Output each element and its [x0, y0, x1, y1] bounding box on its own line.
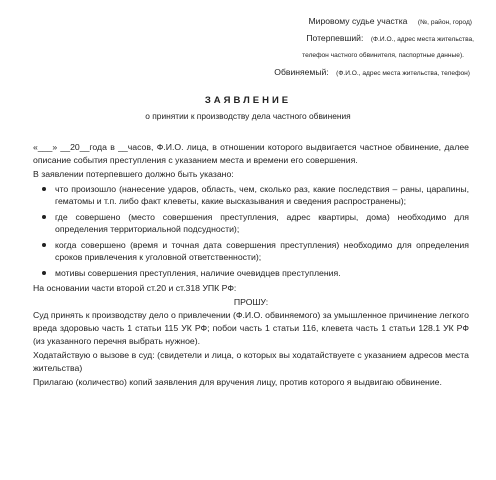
- list-item: [33, 267, 469, 280]
- document-body: [33, 141, 469, 389]
- list-item-text: где совершено (место совершения преступления, адрес квартиры, дома) необходимо для определения территориальной подсудности);: [55, 211, 469, 235]
- judge-hint: (№, район, город): [417, 19, 472, 26]
- list-item-text: когда совершено (время и точная дата совершения преступления) необходимо для определения сроков привлечения к уголовной ответственности);: [55, 239, 469, 263]
- list-item-text: что произошло (нанесение ударов, область, чем, сколько раз, какие последствия – раны, царапины, гематомы и т.п. либо факт клеветы, какие высказывания и сведения распространены);: [55, 183, 469, 207]
- legal-basis: На основании части второй ст.20 и ст.318 УПК РФ:: [33, 283, 237, 294]
- document-title: ЗАЯВЛЕНИЕ: [204, 95, 292, 106]
- bullet-icon: [42, 215, 46, 219]
- victim-label: Потерпевший:: [306, 33, 364, 43]
- petition-paragraph: Ходатайствую о вызове в суд: (свидетели и лица, о которых вы ходатайствуете с указанием адресов места жительства): [33, 350, 469, 373]
- victim-line-2: [302, 44, 464, 62]
- judge-label: Мировому судье участка: [308, 16, 408, 26]
- bullet-icon: [42, 271, 46, 275]
- accused-line: [274, 62, 470, 80]
- requirements-list: [33, 183, 469, 280]
- accused-label: Обвиняемый:: [274, 67, 329, 77]
- document-subtitle: о принятии к производству дела частного обвинения: [145, 111, 351, 121]
- accused-hint: (Ф.И.О., адрес места жительства, телефон): [336, 70, 470, 77]
- victim-hint-2: телефон частного обвинителя, паспортные данные).: [302, 52, 464, 59]
- list-item-text: мотивы совершения преступления, наличие очевидцев преступления.: [55, 267, 341, 278]
- addressee-line: [309, 11, 472, 29]
- list-item: [33, 183, 469, 208]
- requirements-heading: В заявлении потерпевшего должно быть указано:: [33, 169, 234, 180]
- request-paragraph: Суд принять к производству дело о привлечении (Ф.И.О. обвиняемого) за умышленное причинение легкого вреда здоровью часть 1 статьи 115 УК РФ; побои часть 1 статьи 116, клевета часть 1 статьи 128.1 УК РФ (из указанного перечня выбрать нужное).: [33, 310, 469, 346]
- list-item: [33, 211, 469, 236]
- attachment-paragraph: Прилагаю (количество) копий заявления для вручения лицу, против которого я выдвигаю обвинение.: [33, 377, 442, 388]
- victim-hint: (Ф.И.О., адрес места жительства,: [370, 36, 474, 43]
- bullet-icon: [42, 187, 46, 191]
- bullet-icon: [42, 243, 46, 247]
- request-heading: ПРОШУ:: [233, 296, 269, 307]
- intro-paragraph: «___» __20__года в __часов, Ф.И.О. лица, в отношении которого выдвигается частное обвинение, далее описание события преступления с указанием места и времени его совершения.: [33, 142, 469, 165]
- list-item: [33, 239, 469, 264]
